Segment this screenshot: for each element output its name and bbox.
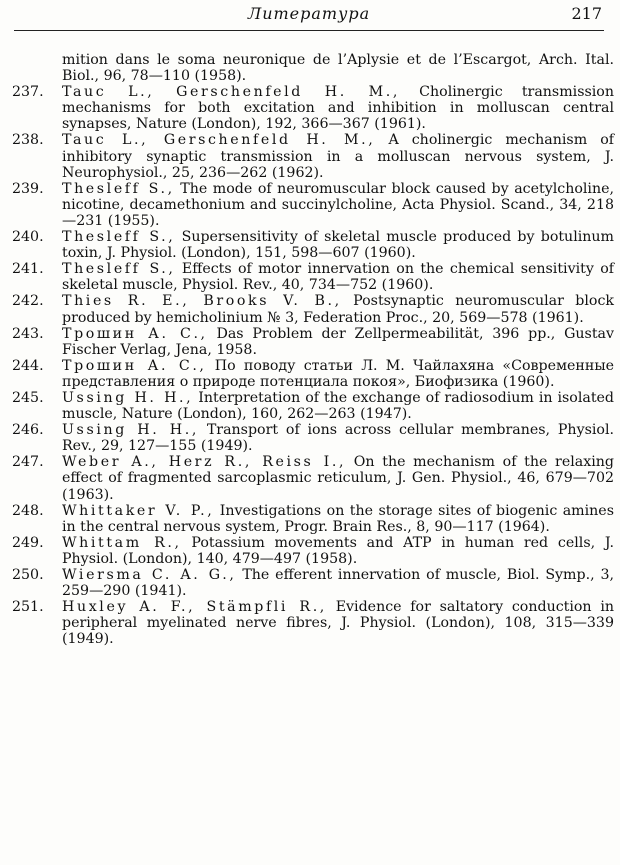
reference-items (12, 84, 614, 647)
reference-number: 240. (12, 229, 44, 246)
reference-text: On the mechanism of the relaxing effect of fragmented sarcoplasmic reticulum, J. Gen. Physiol., 46, 679—702 (1963). (62, 454, 614, 503)
page-header (14, 0, 604, 31)
reference-authors: Whittam R., (62, 534, 182, 551)
reference-item (12, 261, 614, 293)
reference-number: 245. (12, 389, 44, 406)
reference-number: 243. (12, 325, 44, 342)
reference-item (12, 422, 614, 454)
reference-authors: Ussing H. H., (62, 389, 194, 406)
running-title: Литература (247, 4, 371, 23)
page-number: 217 (571, 4, 602, 23)
reference-text: Interpretation of the exchange of radiosodium in isolated muscle, Nature (London), 160, 262—263 (1947). (62, 389, 615, 423)
reference-item (12, 132, 614, 180)
reference-authors: Ussing H. H., (62, 422, 200, 439)
reference-number: 242. (12, 293, 44, 310)
reference-list (12, 52, 614, 647)
reference-text: Cholinergic transmission mechanisms for both excitation and inhibition in molluscan central synapses, Nature (London), 192, 366—367 (1961). (62, 84, 614, 133)
reference-authors: Thesleff S., (62, 261, 176, 278)
reference-number: 237. (12, 84, 44, 101)
reference-authors: Tauc L., Gerschenfeld H. M., (62, 132, 376, 149)
reference-item (12, 293, 614, 325)
reference-text: Transport of ions across cellular membranes, Physiol. Rev., 29, 127—155 (1949). (62, 422, 614, 455)
reference-authors: Weber A., Herz R., Reiss I., (62, 454, 347, 471)
reference-number: 246. (12, 422, 44, 439)
reference-text: Postsynaptic neuromuscular block produced by hemicholinium № 3, Federation Proc., 20, 569—578 (1961). (62, 293, 614, 326)
reference-number: 241. (12, 261, 44, 278)
reference-number: 248. (12, 502, 44, 519)
reference-text: Evidence for saltatory conduction in peripheral myelinated nerve fibres, J. Physiol. (London), 108, 315—339 (1949). (62, 599, 614, 648)
reference-number: 250. (12, 567, 44, 583)
reference-authors: Thesleff S., (62, 229, 176, 246)
reference-text: Effects of motor innervation on the chemical sensitivity of skeletal muscle, Physiol. Rev., 40, 734—752 (1960). (62, 261, 615, 294)
reference-item (12, 454, 614, 502)
reference-text: Potassium movements and ATP in human red cells, J. Physiol. (London), 140, 479—497 (1958). (62, 534, 614, 567)
reference-text: Supersensitivity of skeletal muscle produced by botulinum toxin, J. Physiol. (London), 151, 598—607 (1960). (62, 229, 614, 262)
reference-item (12, 181, 614, 229)
reference-text: The mode of neuromuscular block caused by acetylcholine, nicotine, decamethonium and succinylcholine, Acta Physiol. Scand., 34, 218—231 (1955). (62, 180, 615, 229)
reference-item (12, 84, 614, 132)
reference-authors: Thesleff S., (62, 180, 175, 197)
reference-text: Das Problem der Zellpermeabilität, 396 pp., Gustav Fischer Verlag, Jena, 1958. (62, 325, 614, 358)
reference-text: Investigations on the storage sites of biogenic amines in the central nervous system, Progr. Brain Res., 8, 90—117 (1964). (62, 502, 614, 535)
reference-item (12, 535, 614, 567)
reference-authors: Трошин А. С., (62, 325, 208, 342)
reference-item (12, 358, 614, 390)
reference-item (12, 503, 614, 535)
reference-number: 239. (12, 180, 44, 197)
reference-number: 244. (12, 357, 44, 374)
reference-number: 247. (12, 454, 44, 471)
reference-item (12, 229, 614, 261)
reference-item (12, 390, 614, 422)
reference-authors: Huxley A. F., Stämpfli R., (62, 599, 327, 616)
reference-item (12, 567, 614, 599)
reference-number: 238. (12, 132, 44, 149)
reference-authors: Tauc L., Gerschenfeld H. M., (62, 84, 400, 101)
reference-number: 249. (12, 534, 44, 551)
reference-text: The efferent innervation of muscle, Biol. Symp., 3, 259—290 (1941). (62, 567, 614, 600)
reference-text: По поводу статьи Л. М. Чайлахяна «Современные представления о природе потенциала покоя», Биофизика (1960). (62, 357, 615, 390)
reference-item (12, 326, 614, 358)
reference-item (12, 599, 614, 647)
reference-authors: Трошин А. С., (62, 357, 207, 374)
reference-authors: Whittaker V. P., (62, 502, 215, 519)
reference-text: A cholinergic mechanism of inhibitory synaptic transmission in a molluscan nervous system, J. Neurophysiol., 25, 236—262 (1962). (62, 132, 614, 181)
reference-number: 251. (12, 599, 44, 616)
reference-authors: Thies R. E., Brooks V. B., (62, 293, 342, 310)
reference-authors: Wiersma C. A. G., (62, 567, 237, 583)
reference-continuation: mition dans le soma neuronique de l’Aplysie et de l’Escargot, Arch. Ital. Biol., 96, 78—110 (1958). (62, 52, 614, 85)
